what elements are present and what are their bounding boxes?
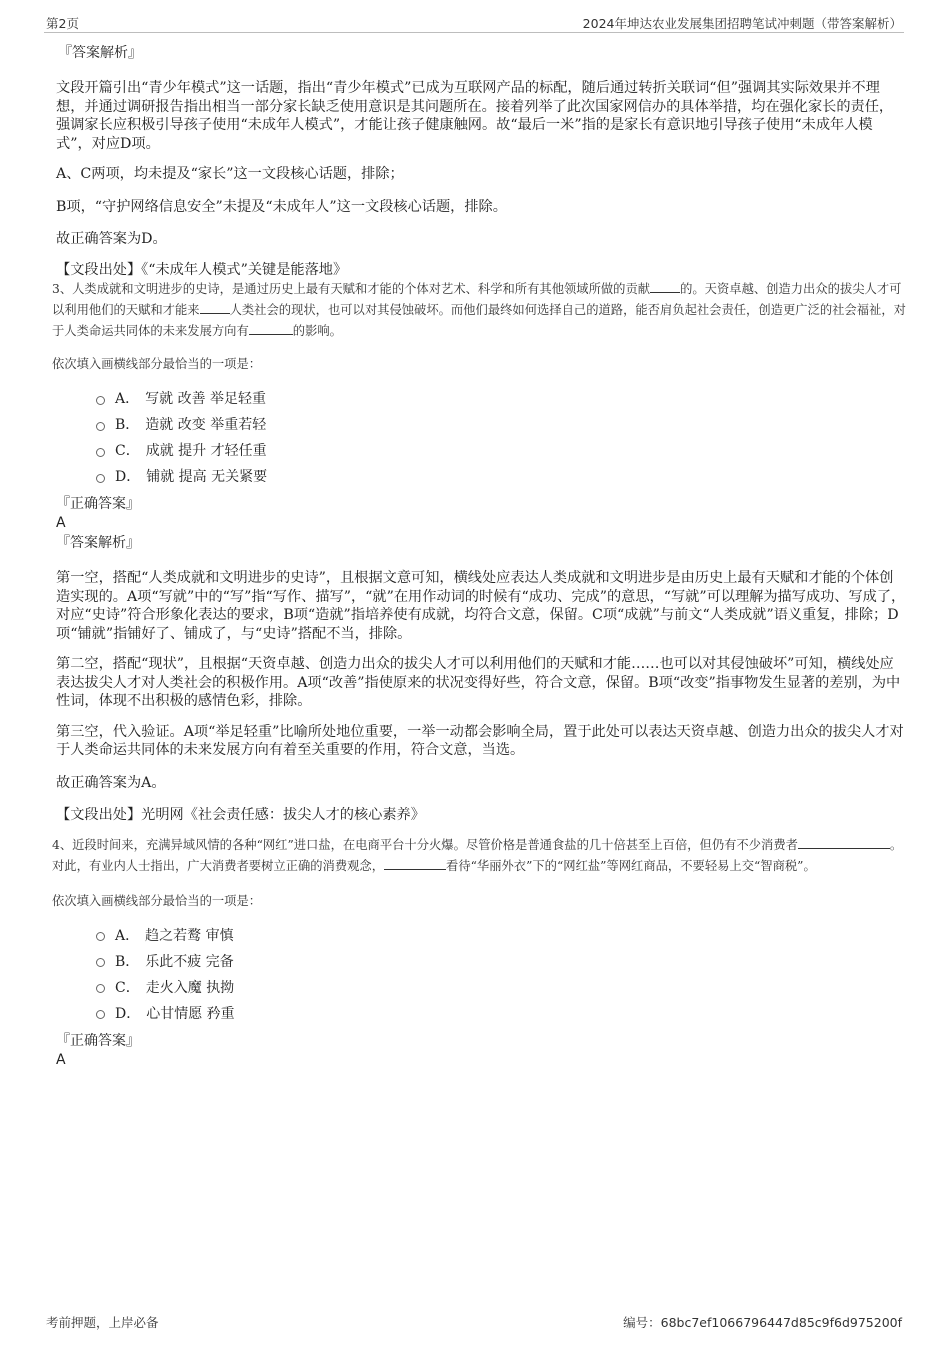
document-title: 2024年坤达农业发展集团招聘笔试冲刺题（带答案解析）: [582, 16, 902, 31]
q3-option-c[interactable]: C． 成就 提升 才轻任重: [56, 437, 906, 463]
q2-analysis-paragraph: 文段开篇引出“青少年模式”这一话题，指出“青少年模式”已成为互联网产品的标配，随后通过转折关联词“但”强调其实际效果并不理想，并通过调研报告指出相当一部分家长缺乏使用意识是其问题所在。接着列举了此次国家网信办的具体举措，均在强化家长的责任，强调家长应积极引导孩子使用“未成年人模式”，才能让孩子健康触网。故“最后一米”指的是家长有意识地引导孩子使用“未成年人模式”，对应D项。: [56, 80, 894, 152]
radio-icon[interactable]: [96, 1010, 105, 1019]
q4-option-c[interactable]: C． 走火入魔 执拗: [56, 974, 906, 1000]
q3-analysis-paragraph: 故正确答案为A。: [56, 774, 166, 791]
radio-icon[interactable]: [96, 474, 105, 483]
q3-option-b[interactable]: B． 造就 改变 举重若轻: [56, 411, 906, 437]
fill-blank: [650, 280, 680, 293]
radio-icon[interactable]: [96, 448, 105, 457]
q3-stem: 3、人类成就和文明进步的史诗，是通过历史上最有天赋和才能的个体对艺术、科学和所有其他领域所做的贡献 的。天资卓越、创造力出众的拔尖人才可以利用他们的天赋和才能来 人类社会的现状，也可以对其侵蚀破坏。而他们最终如何选择自己的道路，能否肩负起社会责任，创造更广泛的社会福祉，对于人类命运共同体的未来发展方向有 的影响。: [52, 282, 906, 338]
q3-analysis-paragraph: 第二空，搭配“现状”，且根据“天资卓越、创造力出众的拔尖人才可以利用他们的天赋和才能……也可以对其侵蚀破坏”可知，横线处应表达拔尖人才对人类社会的积极作用。A项“改善”指使原来的状况变得好些，符合文意，保留。B项“改变”指事物发生显著的差别，为中性词，体现不出积极的感情色彩，排除。: [56, 656, 901, 709]
footer-slogan: 考前押题，上岸必备: [46, 1315, 159, 1330]
correct-answer-label: 『正确答案』: [56, 496, 140, 512]
q4-option-a[interactable]: A． 趋之若鹜 审慎: [56, 922, 906, 948]
q4-option-d[interactable]: D． 心甘情愿 矜重: [56, 1000, 906, 1026]
fill-blank: [798, 836, 890, 849]
q4-stem: 4、近段时间来，充满异域风情的各种“网红”进口盐，在电商平台十分火爆。尽管价格是普通食盐的几十倍甚至上百倍，但仍有不少消费者 。对此，有业内人士指出，广大消费者要树立正确的消费观念， 看待“华丽外衣”下的“网红盐”等网红商品，不要轻易上交“智商税”。: [52, 837, 903, 873]
q4-instruction: 依次填入画横线部分最恰当的一项是：: [52, 893, 262, 908]
q2-source: 【文段出处】《“未成年人模式”关键是能落地》: [56, 261, 348, 278]
page-content: [52, 44, 906, 1069]
page-header: [44, 10, 904, 33]
radio-icon[interactable]: [96, 396, 105, 405]
q4-answer: A: [56, 1051, 66, 1068]
q3-analysis-paragraph: 第三空，代入验证。A项“举足轻重”比喻所处地位重要，一举一动都会影响全局，置于此处可以表达天资卓越、创造力出众的拔尖人才对于人类命运共同体的未来发展方向有着至关重要的作用，符合文意，当选。: [56, 723, 904, 758]
document-code: 编号：68bc7ef1066796447d85c9f6d975200f: [623, 1315, 902, 1330]
q3-instruction: 依次填入画横线部分最恰当的一项是：: [52, 357, 262, 371]
correct-answer-label: 『正确答案』: [56, 1032, 140, 1049]
answer-analysis-label: 『答案解析』: [58, 45, 142, 61]
page-footer: [44, 1310, 904, 1332]
q3-analysis-paragraph: 第一空，搭配“人类成就和文明进步的史诗”，且根据文意可知，横线处应表达人类成就和文明进步是由历史上最有天赋和才能的个体创造实现的。A项“写就”中的“写”指“写作、描写”，“就”在用作动词的时候有“成功、完成”的意思，“写就”可以理解为描写成功、写成了，对应“史诗”符合形象化表达的要求，B项“造就”指培养使有成就，均符合文意，保留。C项“成就”与前文“人类成就”语义重复，排除；D项“铺就”指铺好了、铺成了，与“史诗”搭配不当，排除。: [56, 570, 906, 642]
fill-blank: [200, 301, 230, 314]
radio-icon[interactable]: [96, 958, 105, 967]
q3-source: 【文段出处】光明网《社会责任感：拔尖人才的核心素养》: [56, 807, 425, 823]
q4-option-b[interactable]: B． 乐此不疲 完备: [56, 948, 906, 974]
radio-icon[interactable]: [96, 984, 105, 993]
page-number: 第2页: [46, 16, 79, 31]
q4-options: [56, 922, 906, 1026]
q2-analysis-paragraph: 故正确答案为D。: [56, 231, 167, 247]
fill-blank: [384, 857, 446, 870]
q3-options: [56, 385, 906, 489]
q2-analysis-paragraph: B项，“守护网络信息安全”未提及“未成年人”这一文段核心话题，排除。: [56, 198, 507, 215]
q3-option-d[interactable]: D． 铺就 提高 无关紧要: [56, 463, 906, 489]
q2-analysis-paragraph: A、C两项，均未提及“家长”这一文段核心话题，排除；: [56, 166, 404, 182]
radio-icon[interactable]: [96, 422, 105, 431]
fill-blank: [249, 322, 293, 335]
radio-icon[interactable]: [96, 932, 105, 941]
q3-option-a[interactable]: A． 写就 改善 举足轻重: [56, 385, 906, 411]
q3-answer: A: [56, 515, 66, 531]
answer-analysis-label: 『答案解析』: [56, 535, 140, 551]
